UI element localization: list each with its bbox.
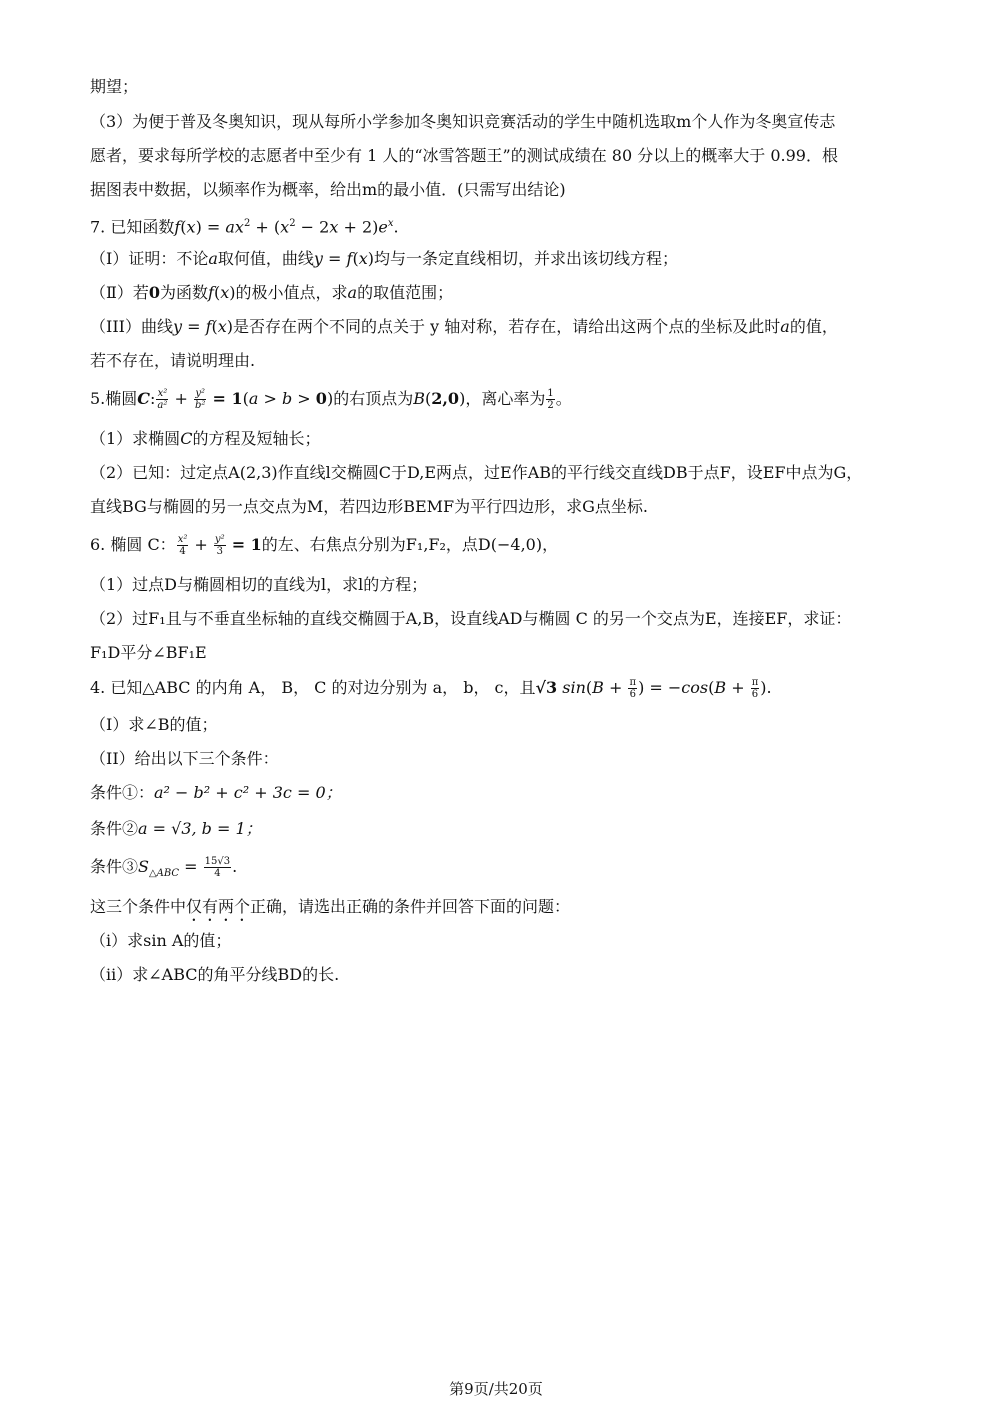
- q7-part-II: （Ⅱ）若0为函数f(x)的极小值点，求a的取值范围；: [90, 283, 454, 302]
- q5-part2-line1: （2）已知：过定点A(2,3)作直线l交椭圆C于D,E两点，过E作AB的平行线交直线DB于点F，设EF中点为G，: [90, 463, 863, 482]
- q5-part1: （1）求椭圆C的方程及短轴长；: [90, 429, 321, 448]
- line-expectation: 期望；: [90, 77, 139, 96]
- q-part3-line3: 据图表中数据，以频率作为概率，给出m的最小值．(只需写出结论): [90, 180, 566, 199]
- q5-heading: 5.椭圆C: $\frac{\text{x²}}{\text{a²}}$ + $\frac{\text{y²}}{\text{b²}}$ = 1(a > b > 0)的右顶点为B(2,0)，离心率为 $\frac{1}{2}$ 。: [90, 388, 572, 411]
- condition-3: 条件$③S_{\triangle ABC}$ = $\frac{15√3}{4}$ .: [90, 856, 238, 880]
- q6-part2-cont: F₁D平分∠BF₁E: [90, 643, 207, 662]
- q4-part-II: （II）给出以下三个条件：: [90, 749, 279, 768]
- q7-part-III: （III）曲线y = f(x)是否存在两个不同的点关于 y 轴对称，若存在，请给出这两个点的坐标及此时a的值，: [90, 317, 838, 336]
- q4-choose: 这三个条件中仅有两个正确，请选出正确的条件并回答下面的问题：: [90, 897, 571, 916]
- q7-heading: 7. 已知函数$f(x) = ax^2 + (x^2 - 2x + 2)e^x$.: [90, 217, 399, 237]
- q-part3-line2: 愿者，要求每所学校的志愿者中至少有 1 人的“冰雪答题王”的测试成绩在 80 分以上的概率大于 0.99．根: [90, 146, 838, 165]
- q6-heading: 6. 椭圆 C： $\frac{\text{x²}}{4}$ + $\frac{\text{y²}}{3}$ = 1的左、右焦点分别为F₁,F₂，点D(−4,0)，: [90, 534, 559, 557]
- q-part3-line1: （3）为便于普及冬奥知识，现从每所小学参加冬奥知识竞赛活动的学生中随机选取m个人作为冬奥宣传志: [90, 112, 836, 131]
- q4-sub-ii: （ii）求∠ABC的角平分线BD的长.: [90, 965, 340, 984]
- condition-1: 条件①：a² − b² + c² + 3c = 0；: [90, 783, 342, 802]
- q5-part2-line2: 直线BG与椭圆的另一点交点为M，若四边形BEMF为平行四边形，求G点坐标.: [90, 497, 649, 516]
- q6-part2: （2）过F₁且与不垂直坐标轴的直线交椭圆于A,B，设直线AD与椭圆 C 的另一个交点为E，连接EF，求证：: [90, 609, 852, 628]
- page-footer: 第9页/共20页: [449, 1380, 543, 1398]
- q4-part-I: （I）求∠B的值；: [90, 715, 218, 734]
- condition-2: 条件②a = √3, b = 1；: [90, 819, 262, 838]
- q7-part-III-cont: 若不存在，请说明理由.: [90, 351, 256, 370]
- q4-heading: 4. 已知△ABC 的内角 A， B， C 的对边分别为 a， b， c，且√3 sin(B + $\frac{\pi}{6}$ ) = −cos(B + $\frac{\pi}{6}$ ).: [90, 677, 772, 700]
- q4-sub-i: （i）求sin A的值；: [90, 931, 232, 950]
- q7-part-I: （Ⅰ）证明：不论a取何值，曲线y = f(x)均与一条定直线相切，并求出该切线方程；: [90, 249, 678, 268]
- q6-part1: （1）过点D与椭圆相切的直线为l，求l的方程；: [90, 575, 428, 594]
